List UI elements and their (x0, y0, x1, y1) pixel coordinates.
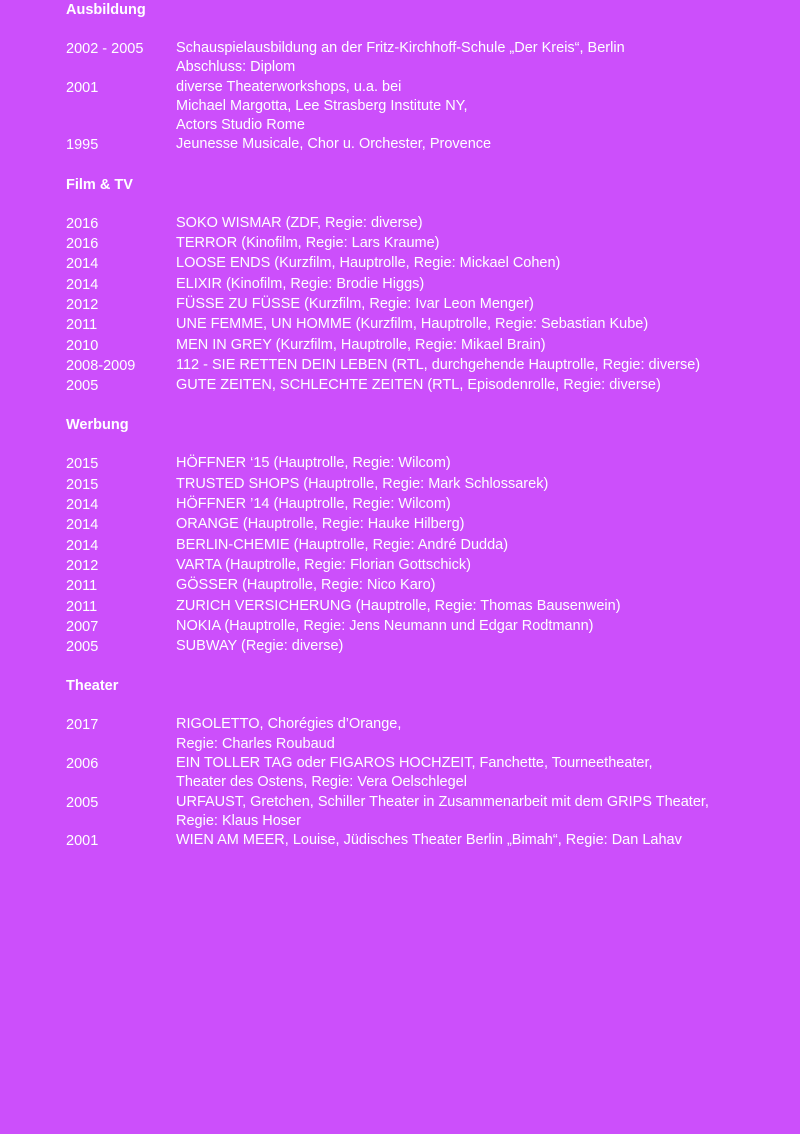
entry-year: 2006 (66, 756, 99, 773)
entry-year: 1995 (66, 137, 99, 154)
entry-year: 2016 (66, 236, 99, 253)
entry-row (66, 475, 786, 495)
entry-row (66, 515, 786, 535)
entry-row (66, 454, 786, 474)
entry-year: 2012 (66, 557, 99, 574)
entry-year: 2005 (66, 794, 99, 811)
entry-year: 2011 (66, 317, 98, 334)
entry-row (66, 254, 786, 274)
entry-year: 2014 (66, 256, 99, 273)
entry-year: 2001 (66, 833, 99, 850)
entry-description (176, 356, 786, 376)
entry-row (66, 536, 786, 556)
entry-description (176, 214, 786, 234)
entry-year: 2017 (66, 717, 99, 734)
entry-line: ZURICH VERSICHERUNG (Hauptrolle, Regie: Thomas Bausenwein) (176, 597, 621, 614)
entry-description (176, 135, 786, 155)
entry-description (176, 556, 786, 576)
entry-year: 2005 (66, 639, 99, 656)
entry-year: 2015 (66, 476, 99, 493)
entry-year: 2001 (66, 79, 99, 96)
entry-row (66, 831, 786, 851)
entry-description (176, 617, 786, 637)
entry-row (66, 617, 786, 637)
entry-line: VARTA (Hauptrolle, Regie: Florian Gottschick) (176, 556, 471, 573)
entry-line: SOKO WISMAR (ZDF, Regie: diverse) (176, 214, 423, 231)
section (66, 677, 786, 851)
entry-row (66, 356, 786, 376)
section (66, 416, 786, 657)
entry-year: 2015 (66, 456, 99, 473)
entry-year: 2002 - 2005 (66, 41, 144, 57)
entry-row (66, 376, 786, 396)
entry-line: EIN TOLLER TAG oder FIGAROS HOCHZEIT, Fanchette, Tourneetheater, (176, 755, 653, 772)
cv-document (66, 0, 786, 852)
entry-description (176, 475, 786, 495)
entry-year: 2011 (66, 578, 98, 595)
entry-line: Abschluss: Diplom (176, 59, 296, 76)
section-heading: Film & TV (66, 176, 133, 193)
entry-line: diverse Theaterworkshops, u.a. bei (176, 78, 402, 95)
section-heading: Werbung (66, 417, 129, 434)
section-heading: Theater (66, 678, 119, 695)
entry-year: 2010 (66, 337, 99, 354)
entry-line: Schauspielausbildung an der Fritz-Kirchhoff-Schule „Der Kreis“, Berlin (176, 40, 625, 56)
entry-line: WIEN AM MEER, Louise, Jüdisches Theater Berlin „Bimah“, Regie: Dan Lahav (176, 832, 682, 849)
entry-line: MEN IN GREY (Kurzfilm, Hauptrolle, Regie: Mikael Brain) (176, 336, 546, 353)
entry-description (176, 597, 786, 617)
entry-row (66, 556, 786, 576)
entry-row (66, 78, 786, 136)
entry-description (176, 315, 786, 335)
entry-line: 112 - SIE RETTEN DEIN LEBEN (RTL, durchgehende Hauptrolle, Regie: diverse) (176, 356, 701, 373)
entry-line: UNE FEMME, UN HOMME (Kurzfilm, Hauptrolle, Regie: Sebastian Kube) (176, 316, 649, 333)
entry-line: NOKIA (Hauptrolle, Regie: Jens Neumann und Edgar Rodtmann) (176, 617, 594, 634)
entry-description (176, 336, 786, 356)
entry-year: 2014 (66, 497, 99, 514)
entry-line: Michael Margotta, Lee Strasberg Institute NY, (176, 97, 468, 114)
entry-row (66, 315, 786, 335)
section (66, 176, 786, 397)
entry-description (176, 715, 786, 754)
entry-line: URFAUST, Gretchen, Schiller Theater in Zusammenarbeit mit dem GRIPS Theater, (176, 793, 709, 810)
entry-row (66, 135, 786, 155)
entry-row (66, 336, 786, 356)
entry-year: 2011 (66, 598, 98, 615)
entry-line: HÖFFNER ‘15 (Hauptrolle, Regie: Wilcom) (176, 455, 451, 472)
entry-description (176, 495, 786, 515)
entry-description (176, 78, 786, 136)
entry-description (176, 295, 786, 315)
entry-line: Theater des Ostens, Regie: Vera Oelschlegel (176, 774, 467, 791)
entry-line: LOOSE ENDS (Kurzfilm, Hauptrolle, Regie: Mickael Cohen) (176, 255, 561, 272)
entry-year: 2007 (66, 618, 99, 635)
entry-description (176, 831, 786, 851)
entry-line: Jeunesse Musicale, Chor u. Orchester, Provence (176, 136, 492, 153)
entry-year: 2014 (66, 276, 99, 293)
entry-row (66, 275, 786, 295)
entry-line: GÖSSER (Hauptrolle, Regie: Nico Karo) (176, 577, 436, 594)
section-heading: Ausbildung (66, 2, 146, 18)
entry-description (176, 754, 786, 793)
entry-description (176, 793, 786, 832)
entry-row (66, 793, 786, 832)
entry-row (66, 715, 786, 754)
entry-description (176, 576, 786, 596)
entry-line: Regie: Charles Roubaud (176, 735, 335, 752)
entry-line: Regie: Klaus Hoser (176, 812, 301, 829)
entry-line: ELIXIR (Kinofilm, Regie: Brodie Higgs) (176, 275, 425, 292)
entry-line: ORANGE (Hauptrolle, Regie: Hauke Hilberg) (176, 516, 465, 533)
entry-year: 2012 (66, 296, 99, 313)
entry-line: GUTE ZEITEN, SCHLECHTE ZEITEN (RTL, Episodenrolle, Regie: diverse) (176, 377, 661, 394)
entry-row (66, 495, 786, 515)
entry-row (66, 295, 786, 315)
entry-year: 2016 (66, 215, 99, 232)
entry-row (66, 637, 786, 657)
entry-row (66, 754, 786, 793)
entry-row (66, 234, 786, 254)
entry-year: 2014 (66, 537, 99, 554)
entry-description (176, 275, 786, 295)
entry-line: SUBWAY (Regie: diverse) (176, 638, 344, 655)
entry-line: BERLIN-CHEMIE (Hauptrolle, Regie: André Dudda) (176, 536, 509, 553)
entry-line: TRUSTED SHOPS (Hauptrolle, Regie: Mark Schlossarek) (176, 475, 549, 492)
entry-line: RIGOLETTO, Chorégies d’Orange, (176, 716, 402, 733)
entry-row (66, 597, 786, 617)
entry-row (66, 214, 786, 234)
entry-line: FÜSSE ZU FÜSSE (Kurzfilm, Regie: Ivar Leon Menger) (176, 295, 534, 312)
entry-description (176, 376, 786, 396)
entry-description (176, 234, 786, 254)
entry-row (66, 576, 786, 596)
entry-year: 2008-2009 (66, 357, 136, 374)
entry-description (176, 254, 786, 274)
entry-description (176, 536, 786, 556)
entry-description (176, 637, 786, 657)
entry-description (176, 454, 786, 474)
entry-row (66, 39, 786, 78)
entry-year: 2014 (66, 517, 99, 534)
entry-year: 2005 (66, 378, 99, 395)
entry-line: HÖFFNER ’14 (Hauptrolle, Regie: Wilcom) (176, 496, 451, 513)
entry-line: TERROR (Kinofilm, Regie: Lars Kraume) (176, 235, 440, 252)
entry-description (176, 515, 786, 535)
section (66, 1, 786, 156)
entry-line: Actors Studio Rome (176, 117, 305, 134)
entry-description (176, 39, 786, 78)
